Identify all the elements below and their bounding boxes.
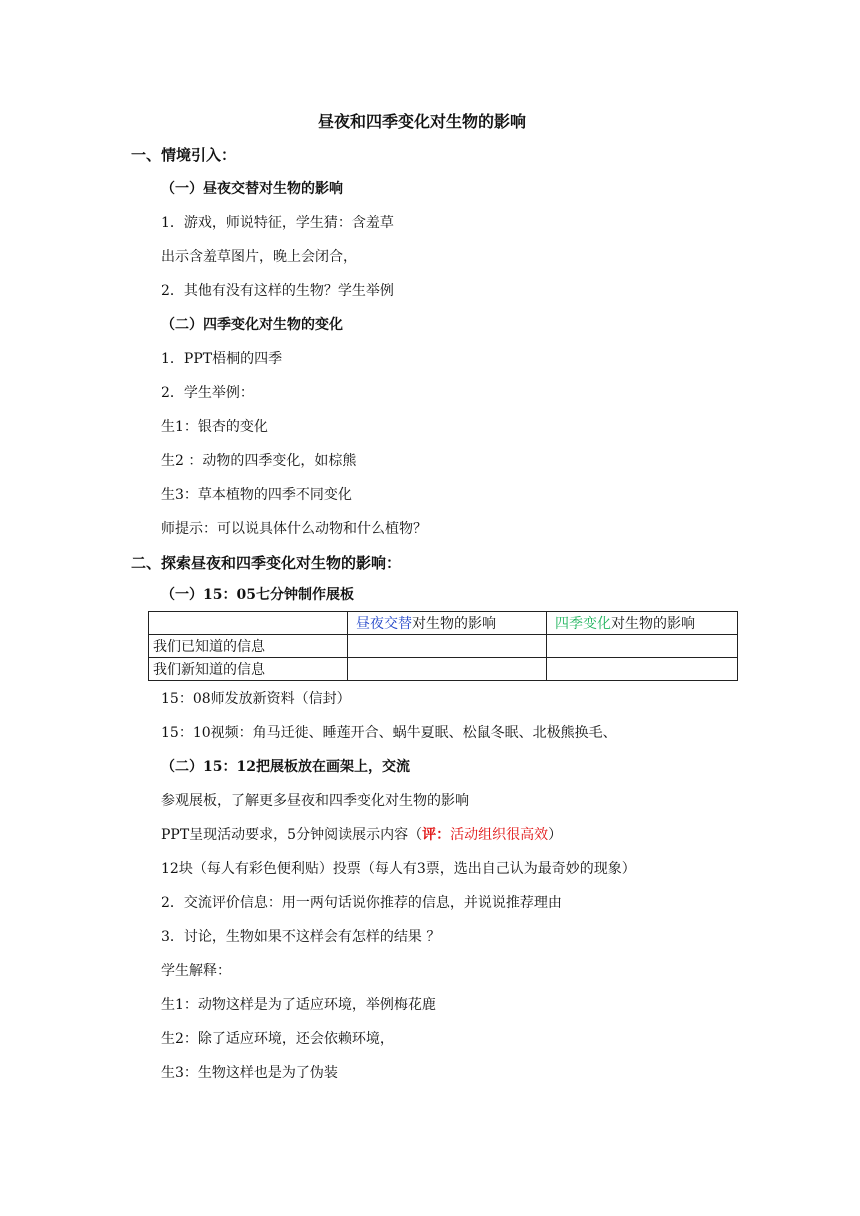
table-cell — [547, 635, 738, 658]
paragraph: 学生解释： — [161, 963, 231, 979]
paragraph: 2．学生举例： — [161, 385, 254, 401]
header-text: 对生物的影响 — [611, 616, 695, 632]
table-cell — [348, 658, 547, 681]
section-1-heading: 一、情境引入： — [131, 146, 237, 164]
section-1-sub-1: （一）昼夜交替对生物的影响 — [161, 181, 343, 197]
table-header-seasons — [547, 612, 738, 635]
paragraph: 生2：除了适应环境，还会依赖环境， — [161, 1031, 394, 1047]
header-text: 对生物的影响 — [412, 616, 496, 632]
table-row — [149, 635, 738, 658]
paragraph: 生3：草本植物的四季不同变化 — [161, 487, 352, 503]
evaluation-label: 评： — [422, 827, 451, 843]
section-2-sub-2: （二）15：12把展板放在画架上，交流 — [161, 759, 410, 775]
section-1-sub-2: （二）四季变化对生物的变化 — [161, 317, 343, 333]
evaluation-text: 活动组织很高效 — [450, 827, 549, 843]
info-table — [148, 611, 738, 681]
table-row — [149, 658, 738, 681]
paragraph: 生1：银杏的变化 — [161, 419, 268, 435]
paragraph: 1．PPT梧桐的四季 — [161, 351, 283, 367]
doc-title: 昼夜和四季变化对生物的影响 — [318, 112, 527, 131]
paragraph: 生1：动物这样是为了适应环境，举例梅花鹿 — [161, 997, 436, 1013]
paragraph: 1．游戏，师说特征，学生猜：含羞草 — [161, 215, 394, 231]
highlight-text: 四季变化 — [555, 616, 611, 632]
highlight-text: 昼夜交替 — [356, 616, 412, 632]
table-cell — [547, 658, 738, 681]
paragraph: 参观展板，了解更多昼夜和四季变化对生物的影响 — [161, 793, 469, 809]
paragraph: 出示含羞草图片，晚上会闭合， — [161, 249, 357, 265]
table-cell — [149, 612, 348, 635]
paragraph: 生3：生物这样也是为了伪装 — [161, 1065, 338, 1081]
table-row — [149, 612, 738, 635]
paragraph-with-evaluation — [161, 826, 562, 844]
paragraph: 12块（每人有彩色便利贴）投票（每人有3票，选出自己认为最奇妙的现象） — [161, 861, 636, 877]
text: PPT呈现活动要求，5分钟阅读展示内容（ — [161, 827, 423, 843]
paragraph: 生2 ：动物的四季变化，如棕熊 — [161, 453, 357, 469]
section-2-sub-1: （一）15：05七分钟制作展板 — [161, 587, 354, 603]
row-label: 我们新知道的信息 — [149, 658, 348, 681]
paragraph: 师提示：可以说具体什么动物和什么植物？ — [161, 521, 427, 537]
paragraph: 15：10视频：角马迁徙、睡莲开合、蜗牛夏眠、松鼠冬眠、北极熊换毛、 — [161, 725, 617, 741]
table-cell — [348, 635, 547, 658]
text: ） — [548, 827, 563, 843]
table-header-day-night — [348, 612, 547, 635]
section-2-heading: 二、探索昼夜和四季变化对生物的影响： — [131, 554, 402, 572]
paragraph: 3．讨论，生物如果不这样会有怎样的结果 ？ — [161, 929, 441, 945]
paragraph: 2．其他有没有这样的生物？学生举例 — [161, 283, 394, 299]
row-label: 我们已知道的信息 — [149, 635, 348, 658]
paragraph: 15：08师发放新资料（信封） — [161, 691, 351, 707]
paragraph: 2．交流评价信息：用一两句话说你推荐的信息，并说说推荐理由 — [161, 895, 562, 911]
